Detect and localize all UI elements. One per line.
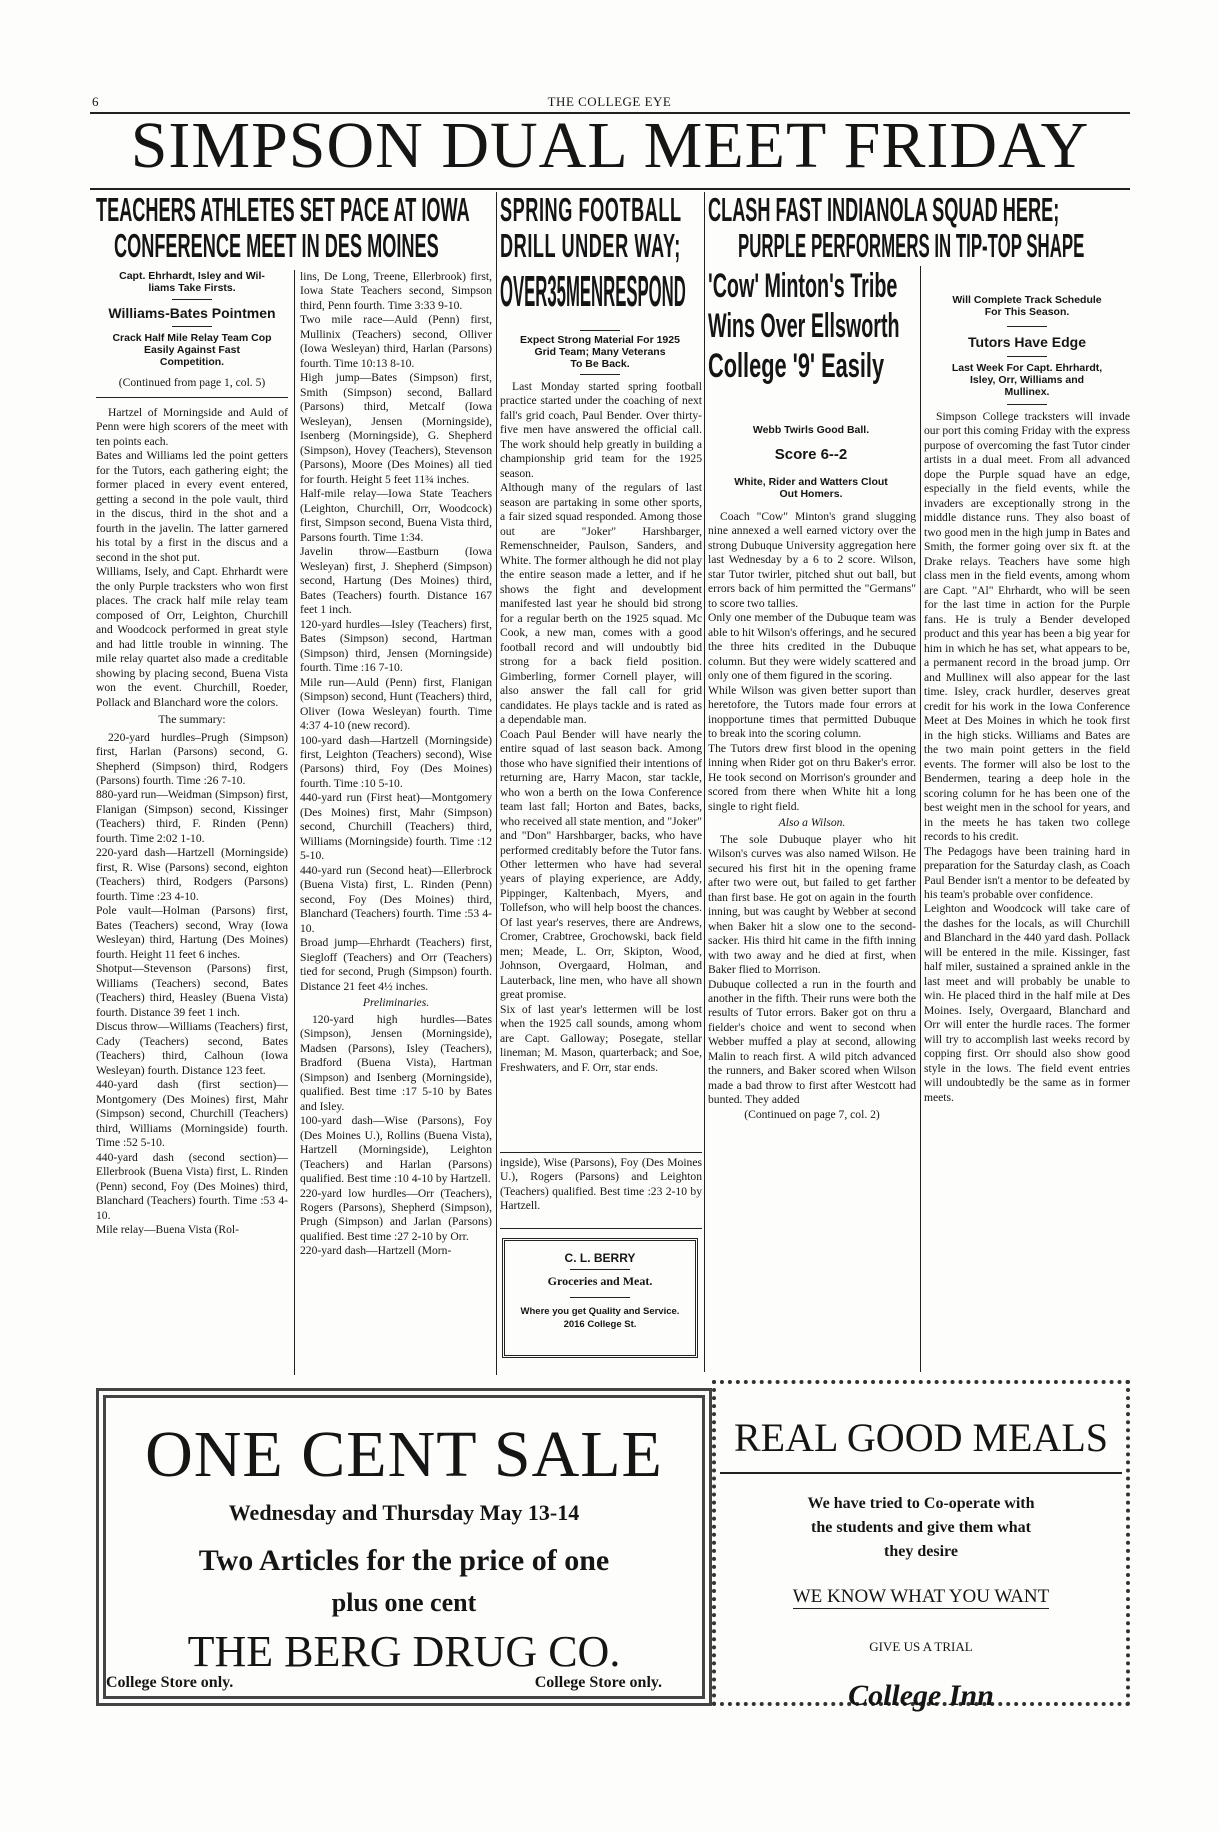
story1-summary-label: The summary: xyxy=(158,713,226,727)
story2-headline-line3: OVER35MENRESPOND xyxy=(500,267,686,316)
inn-ad-rule xyxy=(720,1472,1122,1474)
column-divider-2 xyxy=(496,192,497,1375)
story5-body: Simpson College tracksters will invade our port this coming Friday with the express purpose of overcoming the fast Tutor cinder artists in a dual meet. From all advanced dope the Purple squad have an edge, especially in the field events, while the invaders are exceptionally strong in the middle distance runs. They also boast of two good men in the high jump in Bates and Smith, the former going over six ft. at the Drake relays. Teachers have some high class men in the field events, among whom are Capt. "Al" Ehrhardt, who will be seen for the last time in action for the Purple fans. He is truly a Bender developed product and this year has been a big year for him in which he has set, what appears to be, a permanent record in the broad jump. Orr and Mullinex will also appear for the last time. Isley, crack hurdler, deserves great credit for his work in the Iowa Conference Meet at Des Moines in which he took first in the high sticks. Williams and Bates are the two main point getters in the field events. The former will also be lost to the Bendermen, tearing a deep hole in the scoring column for he has been one of the best weight men in the school for years, and in the meets he has taken two college records to his credit. The Pedagogs have been training hard in preparation for the Saturday clash, as Coach Paul Bender isn't a mentor to be defeated by his team's probable over confidence. Leighton and Woodcock will take care of the dashes for the locals, as will Churchill and Blanchard in the 440 yard dash. Pollack will be entered in the mile. Kissinger, fast half miler, sustained a sprained ankle in the last meet and will probably be unable to win. He placed third in the half mile at Des Moines. Isely, Overgaard, Blanchard and Orr will enter the hurdle races. The former will try to accomplish last weeks record by copping first. Orr should also show good style in the lows. The field event entries will undoubtedly be the same as in former meets. xyxy=(924,410,1130,1104)
grocer-ad-address: 2016 College St. xyxy=(563,1319,637,1330)
story5-deck3: Last Week For Capt. Ehrhardt, Isley, Orr, Williams and Mullinex. xyxy=(951,362,1103,399)
banner-rule xyxy=(90,188,1130,190)
grocer-ad xyxy=(502,1238,698,1358)
drug-ad-title: ONE CENT SALE xyxy=(145,1418,663,1491)
story2-rule-2 xyxy=(580,374,620,375)
story2-deck: Expect Strong Material For 1925 Grid Team; Many Veterans To Be Back. xyxy=(520,334,680,371)
story1-col2-prelims: 120-yard high hurdles—Bates (Simpson), Jensen (Morningside), Madsen (Parsons), Isley (Teachers), Bradford (Buena Vista), Hartman (Simpson) and Isenberg (Morningside), qualified. Best time :17 5-10 by Bates and Isley. 100-yard dash—Wise (Parsons), Foy (Des Moines U.), Rollins (Buena Vista), Hartzell (Morningside), Leighton (Teachers) and Harlan (Parsons) qualified. Best time :10 4-10 by Hartzell. 220-yard low hurdles—Orr (Teachers), Rogers (Parsons), Shepherd (Simpson), Prugh (Simpson) and Jarlan (Parsons) qualified. Best time :27 2-10 by Orr. 220-yard dash—Hartzell (Morn- xyxy=(300,1012,492,1258)
column-divider-1 xyxy=(294,270,295,1375)
column-divider-3 xyxy=(704,192,705,1372)
story2-body: Last Monday started spring football practice started under the coaching of next fall's grid coach, Paul Bender. Over thirty-five men have answered the official call. The work should help greatly in building a championship grid team for the 1925 season. Although many of the regulars of last season are partaking in some other sports, a fair sized squad responded. Among those out are "Joker" Harshbarger, Remenschneider, Paulson, Sanders, and White. The former although he did not play the entire season made a letter, and if he shows the fight and development manifested last year he should bid strong for a regular berth on the 1925 squad. Mc Cook, a new man, comes with a good football record and will undoubtly bid strong for a back field position. Gimberling, former Cornell player, will also answer the fall call for grid candidates. He plays tackle and is rated as a dependable man. Coach Paul Bender will have nearly the entire squad of last season back. Among those who have signified their intentions of returning are, Harry Macon, star tackle, who won a berth on the Iowa Conference team last fall; Horton and Bates, backs, who received all state mention, and "Joker" and "Don" Harshbarger, backs, who have performed creditably before the Tutor fans. Other lettermen who have had several years of playing experience, are Addy, Pippinger, Kaltenbach, Myers, and Tollefson, who will help boost the chances. Of last year's reserves, there are Andrews, Cromer, Crabtree, Grochowski, back field men; Meade, L. Orr, Skipton, Wood, Johnson, Overgaard, Holman, and Lauterback, line men, who have all shown great promise. Six of last year's lettermen will be lost when the 1925 call sounds, among whom are Capt. Galloway; Posegate, stellar lineman; M. Mason, quarterback; and Soe, Freshwaters, and F. Orr, star ends. xyxy=(500,380,702,1074)
story4-headline xyxy=(708,266,918,386)
story1-col1-body: Hartzel of Morningside and Auld of Penn were high scorers of the meet with ten points each. Bates and Williams led the point getters for the Tutors, each gathering eight; the former placed in every event entered, getting a second in the pole vault, third in the discus, third in the shot and a fourth in the javelin. The latter garnered his total by a first in the discus and a second in the shot put. Williams, Isely, and Capt. Ehrhardt were the only Purple tracksters who won first places. The crack half mile relay team composed of Orr, Leighton, Churchill and Woodcock performed in great style and had little trouble in winning. The mile relay quartet also made a creditable showing by placing second, Buena Vista won the event. Churchill, Roeder, Pollack and Blanchard wore the colors. xyxy=(96,405,288,709)
banner-headline: SIMPSON DUAL MEET FRIDAY xyxy=(130,109,1090,182)
paper-name: THE COLLEGE EYE xyxy=(547,94,672,109)
story1-deck-rule1 xyxy=(172,299,212,300)
story1-headline-line1: TEACHERS ATHLETES SET PACE AT IOWA xyxy=(96,191,470,228)
story1-col1-summary: 220-yard hurdles–Prugh (Simpson) first, Harlan (Parsons) second, G. Shepherd (Simpson) third, Rodgers (Parsons) fourth. Time :26 7-10. 880-yard run—Weidman (Simpson) first, Flanigan (Simpson) second, Kissinger (Teachers) third, F. Rinden (Penn) fourth. Time 2:02 1-10. 220-yard dash—Hartzell (Morningside) first, R. Wise (Parsons) second, eighton (Teachers) third, Rodgers (Parsons) fourth. Time :23 4-10. Pole vault—Holman (Parsons) first, Bates (Teachers) second, Wray (Iowa Wesleyan) third, Hartung (Des Moines) fourth. Height 11 feet 6 inches. Shotput—Stevenson (Parsons) first, Williams (Teachers) second, Bates (Teachers) third, Heasley (Buena Vista) fourth. Distance 39 feet 1 inch. Discus throw—Williams (Teachers) first, Cady (Teachers) second, Bates (Teachers) third, Calhoun (Iowa Wesleyan) fourth. Distance 123 feet. 440-yard dash (first section)—Montgomery (Des Moines) first, Mahr (Simpson) second, Churchill (Teachers) third, Williams (Morningside) fourth. Time :52 5-10. 440-yard dash (second section)—Ellerbrook (Buena Vista) first, L. Rinden (Penn) second, Foy (Des Moines) third, Blanchard (Teachers) fourth. Time :53 4-10. Mile relay—Buena Vista (Rol- xyxy=(96,730,288,1237)
drug-ad xyxy=(106,1398,702,1696)
story5-rule2 xyxy=(1007,356,1047,357)
story4-headline-line2: Wins Over Ellsworth xyxy=(708,307,900,345)
story2-continuation-rule xyxy=(500,1228,702,1229)
story1-rule xyxy=(96,397,288,398)
page-number: 6 xyxy=(92,94,99,109)
inn-ad-slogan: WE KNOW WHAT YOU WANT xyxy=(792,1586,1050,1607)
story1-deck2: Williams-Bates Pointmen xyxy=(108,305,276,322)
inn-ad-title: REAL GOOD MEALS xyxy=(733,1415,1109,1460)
column-divider-4 xyxy=(920,266,921,1372)
story1-headline xyxy=(96,192,496,264)
story4-headline-line1: 'Cow' Minton's Tribe xyxy=(708,267,898,305)
story2-headline-line2: DRILL UNDER WAY; xyxy=(500,227,681,264)
story1-deck-rule2 xyxy=(172,326,212,327)
story3-headline xyxy=(708,192,1128,264)
story2-headline xyxy=(500,192,700,316)
story4-body-wrap xyxy=(708,510,916,1380)
grocer-ad-name: C. L. BERRY xyxy=(564,1251,636,1265)
story1-deck3: Crack Half Mile Relay Team Cop Easily Against Fast Competition. xyxy=(112,332,272,369)
grocer-ad-rule xyxy=(570,1269,630,1270)
story4-body1: Coach "Cow" Minton's grand slugging nine annexed a well earned victory over the strong Dubuque University aggregation here last Wednesday by a 6 to 2 score. Wilson, star Tutor twirler, pitched shut out ball, but errors back of him permitted the "Germans" to score two tallies. Only one member of the Dubuque team was able to hit Wilson's offerings, and he secured the three hits credited in the Dubuque column. But they were widely scattered and only one of them figured in the scoring. While Wilson was given better suport than heretofore, the Tutors made four errors at inopportune times that permitted Dubuque to break into the scoring column. The Tutors drew first blood in the opening inning when Rider got on thru Baker's error. He took second on Morrison's grounder and scored from there when White hit a long single to right field. xyxy=(708,510,916,813)
story3-headline-line1: CLASH FAST INDIANOLA SQUAD HERE; xyxy=(708,191,1060,228)
story1-col2-body: lins, De Long, Treene, Ellerbrook) first, Iowa State Teachers second, Simpson third, Penn fourth. Time 3:33 9-10. Two mile race—Auld (Penn) first, Mullinix (Teachers) second, Olliver (Iowa Wesleyan) third, Harlan (Parsons) fourth. Time 10:13 8-10. High jump—Bates (Simpson) first, Smith (Simpson) second, Ballard (Parsons) third, Metcalf (Iowa Wesleyan), Jensen (Morningside), Isenberg (Morningside), G. Shepherd (Simpson), Hovey (Teachers), Stevenson (Parsons), Moore (Des Moines) all tied for fourth. Height 5 feet 11¾ inches. Half-mile relay—Iowa State Teachers (Leighton, Churchill, Orr, Woodcock) first, Simpson second, Buena Vista third, Parsons fourth. Time 1:34. Javelin throw—Eastburn (Iowa Wesleyan) first, J. Shepherd (Simpson) second, Hartung (Des Moines) third, Bates (Teachers) fourth. Distance 167 feet 1 inch. 120-yard hurdles—Isley (Teachers) first, Bates (Simpson) second, Hartman (Simpson) third, Jensen (Morningside) fourth. Time :16 7-10. Mile run—Auld (Penn) first, Flanigan (Simpson) second, Hunt (Teachers) third, Oliver (Iowa Wesleyan) fourth. Time 4:37 4-10 (new record). 100-yard dash—Hartzell (Morningside) first, Leighton (Teachers) second), Wise (Parsons) third, Foy (Des Moines) fourth. Time :10 5-10. 440-yard run (First heat)—Montgomery (Des Moines) first, Mahr (Simpson) second, Churchill (Teachers) third, Williams (Morningside) fourth. Time :12 5-10. 440-yard run (Second heat)—Ellerbrock (Buena Vista) first, L. Rinden (Penn) second, Foy (Des Moines) third, Blanchard (Teachers) fourth. Time :53 4-10. Broad jump—Ehrhardt (Teachers) first, Siegloff (Teachers) and Orr (Teachers) tied for second, Prugh (Simpson) fourth. Distance 21 feet 4½ inches. xyxy=(300,270,492,993)
drug-ad-dates: Wednesday and Thursday May 13-14 xyxy=(228,1500,580,1525)
grocer-ad-rule-2 xyxy=(570,1297,630,1298)
drug-ad-offer-line2: plus one cent xyxy=(331,1588,477,1617)
story2-rule xyxy=(580,330,620,331)
story4-deck2: Score 6--2 xyxy=(774,446,848,463)
inn-ad-name: College Inn xyxy=(848,1679,994,1712)
story1-continued-from: (Continued from page 1, col. 5) xyxy=(118,376,266,390)
drug-ad-left-note: College Store only. xyxy=(106,1674,234,1691)
story1-deck1: Capt. Ehrhardt, Isley and Wil- liams Take Firsts. xyxy=(119,270,265,295)
story1-prelims-label: Preliminaries. xyxy=(362,996,430,1010)
drug-ad-right-note: College Store only. xyxy=(534,1674,662,1691)
story4-continued-on: (Continued on page 7, col. 2) xyxy=(744,1107,880,1121)
story1-headline-line2: CONFERENCE MEET IN DES MOINES xyxy=(114,227,439,264)
story1-column-1 xyxy=(96,270,288,1491)
drug-ad-store: THE BERG DRUG CO. xyxy=(187,1627,621,1676)
story2-headline-line1: SPRING FOOTBALL xyxy=(500,191,682,228)
story5-rule1 xyxy=(1007,326,1047,327)
inn-ad-body: We have tried to Co-operate with the students and give them what they desire xyxy=(807,1495,1035,1560)
grocer-ad-line2: Where you get Quality and Service. xyxy=(520,1306,680,1317)
inn-ad-cta: GIVE US A TRIAL xyxy=(869,1639,973,1654)
story4-deck1: Webb Twirls Good Ball. xyxy=(752,424,870,436)
story3-headline-line2: PURPLE PERFORMERS IN TIP-TOP SHAPE xyxy=(738,227,1085,264)
story5-deck1: Will Complete Track Schedule For This Season. xyxy=(952,294,1102,319)
story4-headline-line3: College '9' Easily xyxy=(708,347,885,385)
story4-body2: The sole Dubuque player who hit Wilson's curves was also named Wilson. He secured his first hit in the opening frame after two were out, but failed to get farther than first base. He got on again in the fourth inning, but was caught by Webber at second when Baker hit a slow one to the second-sacker. His third hit came in the fifth inning with two away and he died at first, when Baker flied to Morrison. Dubuque collected a run in the fourth and another in the fifth. Their runs were both the results of Tutor errors. Baker got on thru a fielder's choice and went to second when Webber muffed a play at second, allowing Malin to reach first. A wild pitch advanced the runners, and Baker scored when Wilson made a bad throw to first after Westcott had bunted. They added xyxy=(708,832,916,1107)
story1-column-2 xyxy=(300,270,492,1375)
story2-end-rule xyxy=(500,1152,702,1153)
story4-also-label: Also a Wilson. xyxy=(778,816,846,830)
grocer-ad-line1: Groceries and Meat. xyxy=(547,1274,653,1288)
inn-ad xyxy=(720,1390,1122,1712)
story5-rule3 xyxy=(1007,404,1047,405)
story4-deck3: White, Rider and Watters Clout Out Homers. xyxy=(734,476,888,501)
drug-ad-offer-line1: Two Articles for the price of one xyxy=(198,1544,610,1577)
story2-continuation: ingside), Wise (Parsons), Foy (Des Moines U.), Rogers (Parsons) and Leighton (Teachers) qualified. Best time :23 2-10 by Hartzell. xyxy=(500,1156,702,1213)
story5-deck2: Tutors Have Edge xyxy=(968,334,1086,350)
